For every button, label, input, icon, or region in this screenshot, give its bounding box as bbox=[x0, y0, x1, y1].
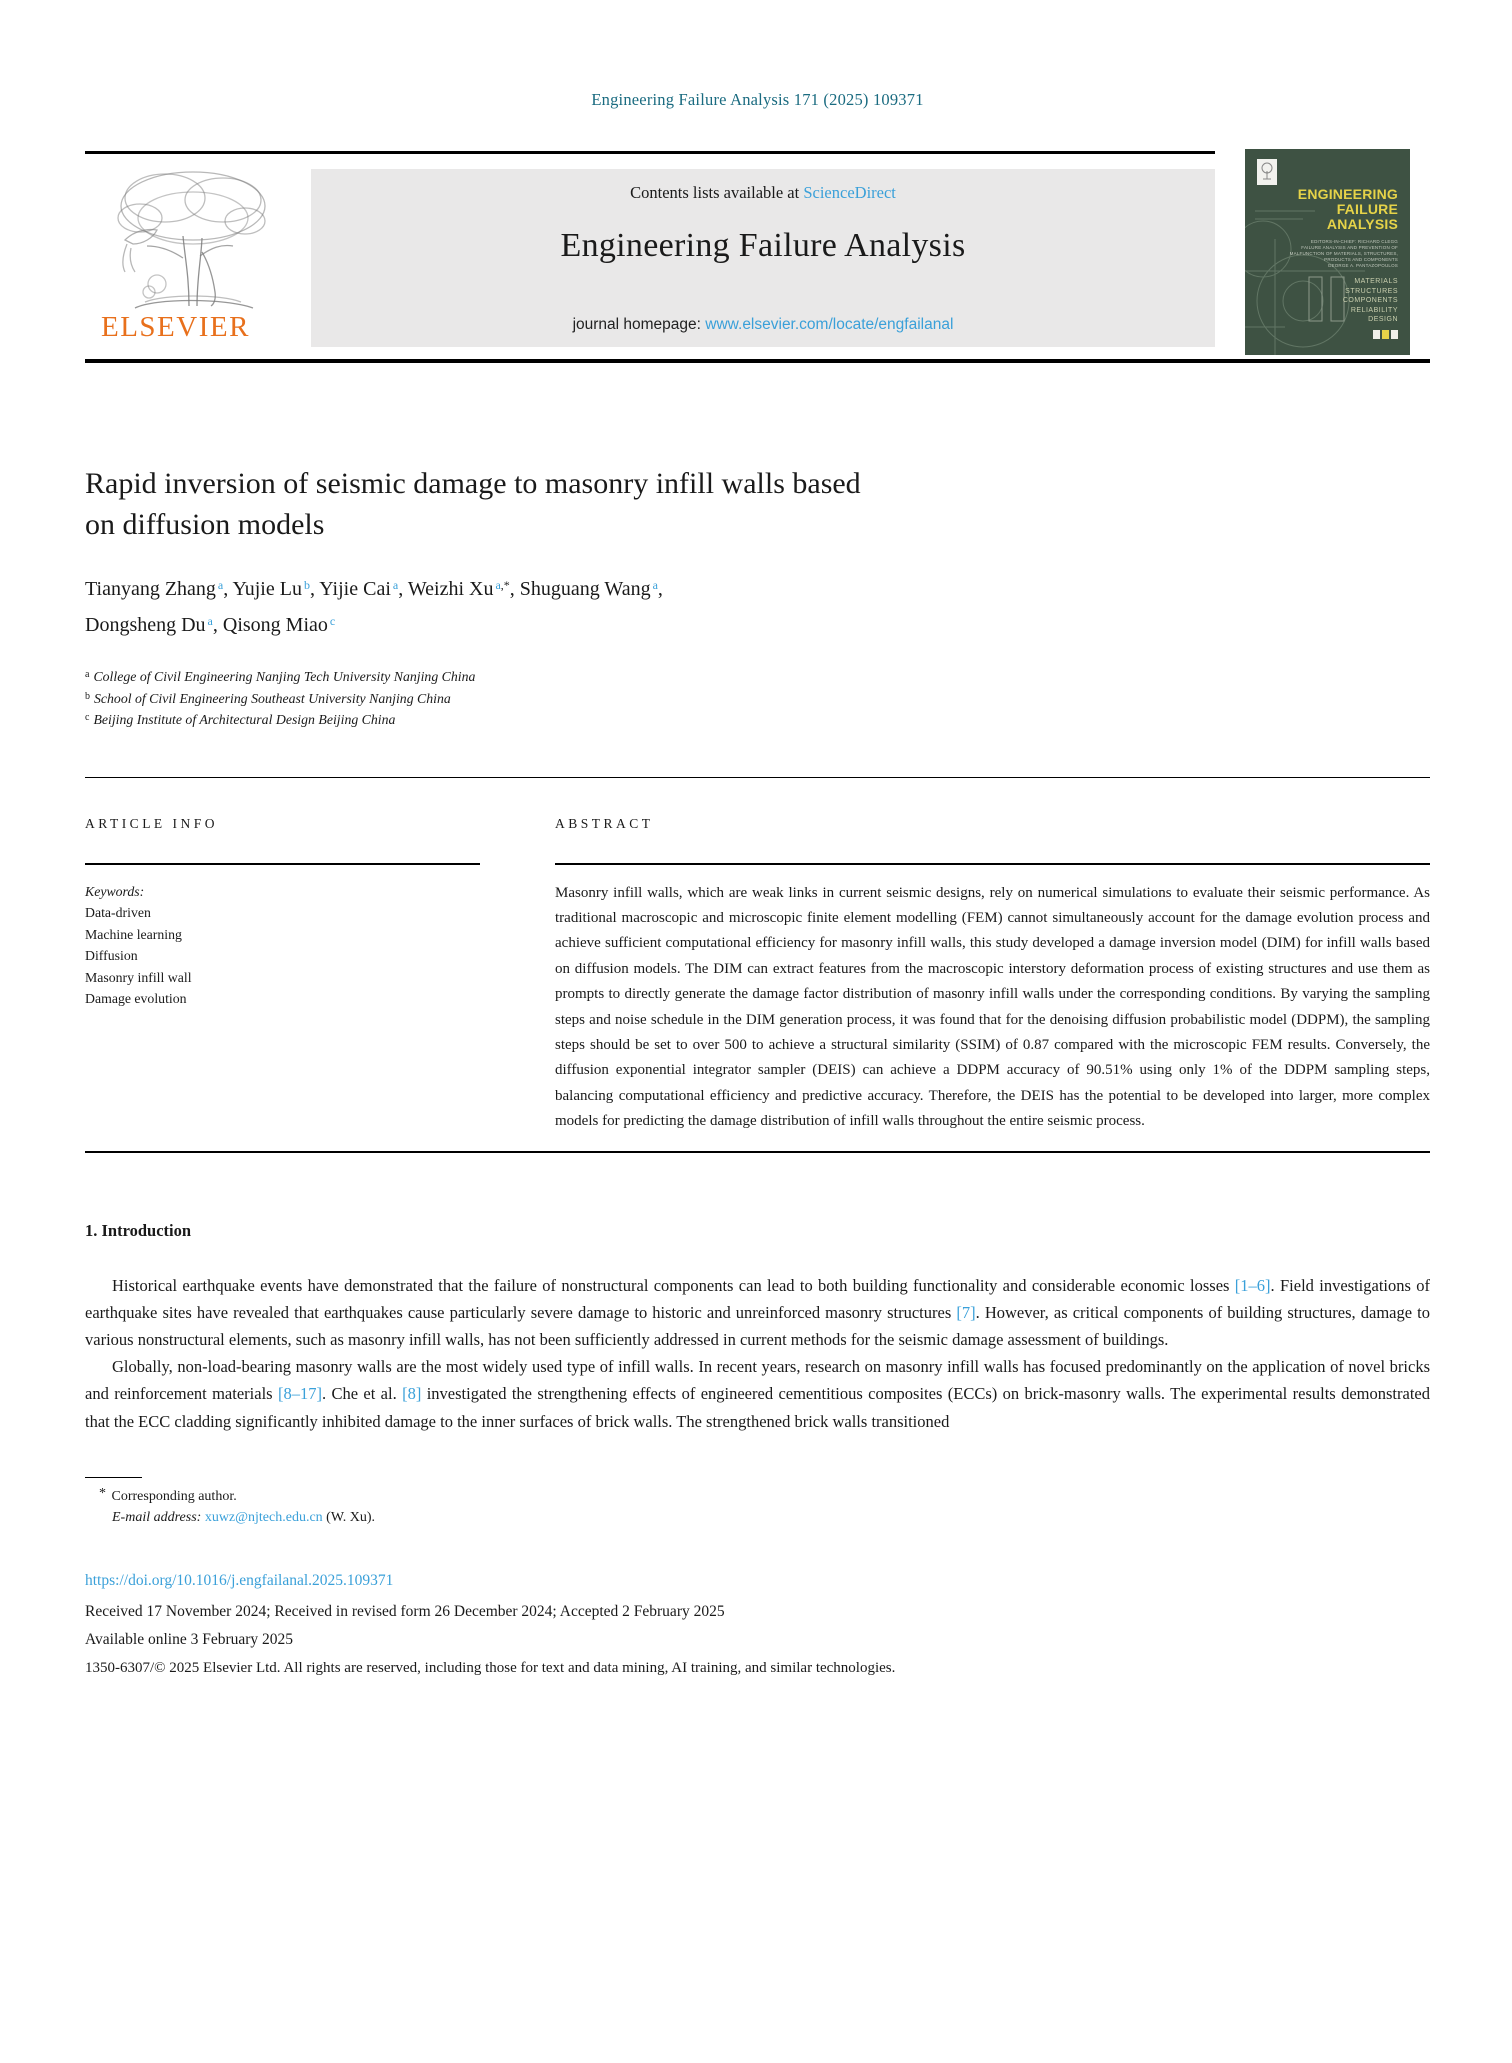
keyword-item: Machine learning bbox=[85, 926, 182, 942]
available-line: Available online 3 February 2025 bbox=[85, 1630, 294, 1648]
publication-history bbox=[85, 1598, 1430, 1682]
running-head-citation: Engineering Failure Analysis 171 (2025) 109371 bbox=[591, 90, 924, 109]
abstract-text: Masonry infill walls, which are weak links in current seismic designs, rely on numerical simulations to evaluate their seismic performance. As traditional macroscopic and microscopic finite element modelling (FEM) cannot simultaneously account for the damage evolution process and achieve sufficient computational efficiency for masonry infill walls, this study developed a damage inversion model (DIM) for infill walls based on diffusion models. The DIM can extract features from the macroscopic interstory deformation process of existing structures and use them as prompts to directly generate the damage factor distribution of masonry infill walls under the corresponding conditions. By varying the sampling steps and noise schedule in the DIM generation process, it was found that for the denoising diffusion probabilistic model (DDPM), the sampling steps should be set to over 500 to achieve a structural similarity (SSIM) of 0.87 compared with the microscopic FEM results. Conversely, the diffusion exponential integrator sampler (DEIS) can achieve a DDPM accuracy of 90.51% using only 1% of the DDPM sampling steps, balancing computational efficiency and predictive accuracy. Therefore, the DEIS has the potential to be developed into larger, more complex models for predicting the damage distribution of infill walls throughout the entire seismic process. bbox=[555, 884, 1430, 1130]
text-segment: a bbox=[652, 578, 658, 592]
keyword-item: Damage evolution bbox=[85, 991, 187, 1006]
citation-link[interactable]: [8–17] bbox=[277, 1384, 322, 1404]
text-segment: journal homepage: bbox=[572, 316, 706, 333]
text-line: PRODUCTS AND COMPONENTS bbox=[1324, 257, 1398, 262]
copyright-line: 1350-6307/© 2025 Elsevier Ltd. All rights are reserved, including those for text and data mining, AI training, and similar technologies. bbox=[85, 1659, 896, 1676]
text-segment: , bbox=[398, 578, 408, 600]
sciencedirect-link[interactable]: ScienceDirect bbox=[803, 183, 896, 202]
homepage-line bbox=[311, 316, 1215, 334]
text-segment: c bbox=[329, 614, 336, 628]
article-info-heading: ARTICLE INFO bbox=[85, 815, 219, 831]
received-line: Received 17 November 2024; Received in revised form 26 December 2024; Accepted 2 February 2025 bbox=[85, 1602, 725, 1620]
text-line: STRUCTURES bbox=[1345, 287, 1398, 295]
info-abstract-block bbox=[85, 778, 1430, 1135]
keywords-list bbox=[85, 881, 480, 1010]
text-segment: * bbox=[99, 1485, 106, 1501]
elsevier-tree-icon bbox=[105, 166, 275, 316]
elsevier-wordmark: ELSEVIER bbox=[101, 311, 250, 343]
intro-paragraph bbox=[85, 1353, 1430, 1435]
citation-link[interactable]: [7] bbox=[956, 1302, 976, 1322]
section-heading-introduction: 1. Introduction bbox=[85, 1220, 192, 1240]
text-segment: Yujie Lu bbox=[232, 578, 302, 600]
text-segment: a bbox=[392, 578, 399, 592]
intro-paragraph bbox=[85, 1272, 1430, 1354]
text-segment: , bbox=[309, 578, 320, 600]
keywords-label: Keywords: bbox=[85, 883, 145, 899]
affiliation-item: $^a$ College of Civil Engineering Nanjing Tech University Nanjing China bbox=[85, 669, 476, 684]
cover-title: ENGINEERING FAILURE ANALYSIS bbox=[1297, 186, 1398, 232]
text-segment: ,* bbox=[500, 578, 510, 592]
journal-masthead bbox=[85, 151, 1430, 363]
email-link[interactable]: xuwz@njtech.edu.cn bbox=[204, 1509, 323, 1525]
text-line: FAILURE ANALYSIS AND PREVENTION OF bbox=[1301, 245, 1398, 250]
keyword-item: Diffusion bbox=[85, 948, 138, 963]
text-segment: b bbox=[303, 578, 310, 592]
text-segment: , bbox=[212, 614, 223, 636]
text-segment: Tianyang Zhang bbox=[85, 578, 216, 600]
affiliation-list bbox=[85, 667, 1430, 732]
contents-line bbox=[311, 169, 1215, 203]
masthead-bottom-rule bbox=[85, 359, 1430, 363]
text-segment: Corresponding author. bbox=[108, 1488, 237, 1504]
text-segment: a bbox=[217, 578, 224, 592]
text-segment: . However, as critical components of building structures, damage to various nonstructural elements, such as masonry infill walls, has not been sufficiently addressed in current methods for the seismic damage assessment of buildings. bbox=[85, 1302, 1430, 1349]
text-segment: Globally, non-load-bearing masonry walls are the most widely used type of infill walls. In recent years, research on masonry infill walls has focused predominantly on the application of novel bricks and reinforcement materials bbox=[85, 1357, 1430, 1404]
journal-title: Engineering Failure Analysis bbox=[560, 227, 966, 264]
journal-cover-thumbnail[interactable] bbox=[1245, 149, 1410, 355]
abstract-column bbox=[555, 816, 1430, 1135]
text-line: DESIGN bbox=[1368, 316, 1398, 323]
abstract-heading: ABSTRACT bbox=[555, 815, 654, 831]
journal-homepage-link[interactable]: www.elsevier.com/locate/engfailanal bbox=[705, 316, 954, 333]
text-line: COMPONENTS bbox=[1342, 297, 1398, 304]
text-segment: Shuguang Wang bbox=[519, 578, 651, 600]
text-line: RELIABILITY bbox=[1350, 306, 1398, 314]
citation-link[interactable]: [1–6] bbox=[1234, 1275, 1271, 1295]
cover-elsevier-mini-logo bbox=[1257, 159, 1277, 185]
text-segment: a bbox=[495, 578, 501, 592]
corresponding-author-note bbox=[85, 1485, 1430, 1505]
text-line: MATERIALS bbox=[1354, 278, 1398, 285]
text-segment: , bbox=[509, 578, 520, 600]
text-segment: . Field investigations of earthquake sites have revealed that earthquakes cause particularly severe damage to historic and unreinforced masonry structures bbox=[85, 1275, 1431, 1322]
text-segment: Weizhi Xu bbox=[407, 578, 494, 600]
article-info-rule bbox=[85, 863, 480, 865]
text-segment: a bbox=[207, 614, 213, 628]
affiliation-item: $^c$ Beijing Institute of Architectural Design Beijing China bbox=[85, 712, 396, 727]
text-segment: Historical earthquake events have demonstrated that the failure of nonstructural components can lead to both building functionality and considerable economic losses bbox=[112, 1275, 1235, 1295]
cover-brand-badge bbox=[1373, 330, 1398, 339]
article-info-column bbox=[85, 816, 480, 1135]
text-segment: , bbox=[223, 578, 233, 600]
masthead-main bbox=[85, 151, 1215, 356]
cover-topics-text bbox=[1343, 277, 1398, 325]
text-segment: E-mail address: bbox=[112, 1509, 202, 1525]
text-segment: Dongsheng Du bbox=[85, 614, 206, 636]
affiliation-item: $^b$ School of Civil Engineering Southeast University Nanjing China bbox=[85, 690, 451, 706]
doi-link[interactable]: https://doi.org/10.1016/j.engfailanal.2025.109371 bbox=[85, 1571, 394, 1589]
elsevier-logo bbox=[85, 154, 311, 356]
page-content bbox=[85, 0, 1430, 1682]
text-segment: , bbox=[657, 578, 663, 600]
cover-editors-text bbox=[1290, 239, 1398, 269]
keyword-item: Masonry infill wall bbox=[85, 969, 192, 985]
footnote-rule bbox=[85, 1477, 142, 1478]
text-segment: Contents lists available at bbox=[630, 183, 804, 202]
keyword-item: Data-driven bbox=[85, 905, 151, 920]
abstract-bottom-rule bbox=[85, 1151, 1430, 1153]
author-list bbox=[85, 572, 1430, 644]
article-title: Rapid inversion of seismic damage to masonry infill walls based on diffusion models bbox=[85, 467, 861, 541]
text-segment: Yijie Cai bbox=[319, 578, 391, 600]
text-segment: investigated the strengthening effects of engineered cementitious composites (ECCs) on brick-masonry walls. The experimental results demonstrated that the ECC cladding significantly inhibited damage to the inner surfaces of brick walls. The strengthened brick walls transitioned bbox=[85, 1384, 1430, 1431]
text-segment: (W. Xu). bbox=[322, 1509, 376, 1525]
journal-banner bbox=[311, 169, 1215, 347]
text-segment: . Che et al. bbox=[321, 1384, 403, 1404]
email-note bbox=[85, 1510, 1430, 1526]
text-line: MALFUNCTION OF MATERIALS, STRUCTURES, bbox=[1289, 251, 1398, 256]
abstract-rule bbox=[555, 863, 1430, 865]
text-segment: Qisong Miao bbox=[222, 614, 328, 636]
citation-link[interactable]: [8] bbox=[402, 1384, 422, 1404]
text-line: GEORGE A. PANTAZOPOULOS bbox=[1327, 263, 1398, 268]
text-line: EDITORS-IN-CHIEF: RICHARD CLEGG bbox=[1310, 239, 1398, 244]
